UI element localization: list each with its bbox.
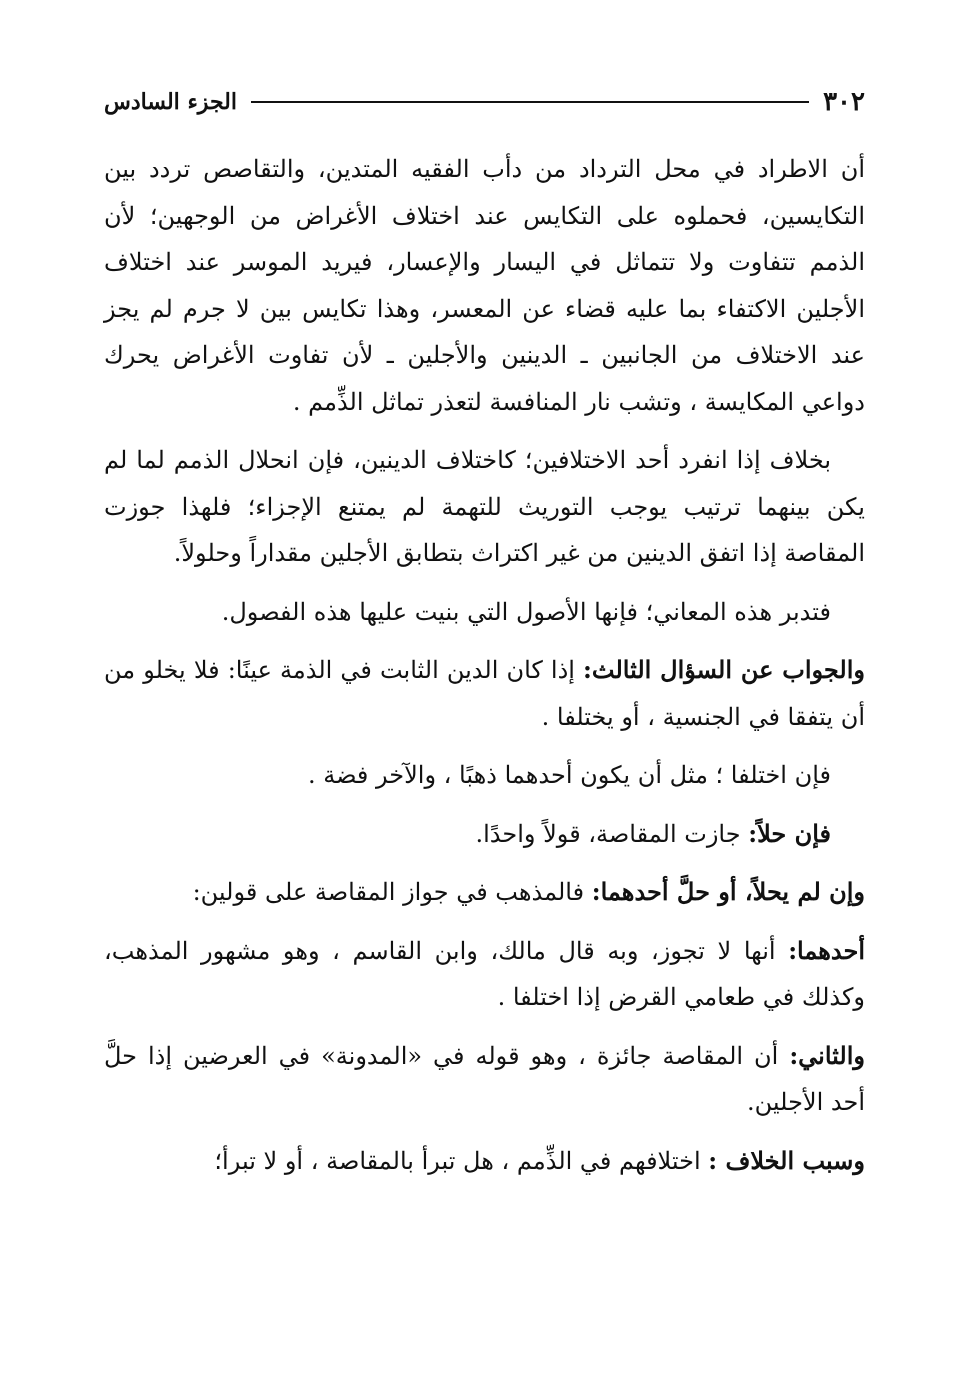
paragraph bbox=[104, 869, 865, 916]
paragraph-text: فتدبر هذه المعاني؛ فإنها الأصول التي بنيت عليها هذه الفصول. bbox=[221, 597, 831, 626]
paragraph bbox=[104, 146, 865, 425]
paragraph-text: فالمذهب في جواز المقاصة على قولين: bbox=[192, 878, 585, 906]
paragraph-label: وسبب الخلاف : bbox=[708, 1145, 865, 1175]
paragraph-label: وإن لم يحلاً، أو حلَّ أحدهما: bbox=[591, 877, 865, 906]
paragraph bbox=[104, 752, 865, 799]
paragraph-label: والثاني: bbox=[789, 1040, 865, 1070]
paragraph-text: أنها لا تجوز، وبه قال مالك، وابن القاسم ، وهو مشهور المذهب، وكذلك في طعامي القرض إذا اختلفا . bbox=[104, 936, 865, 1011]
paragraph bbox=[104, 647, 865, 740]
paragraph-text: فإن اختلفا ؛ مثل أن يكون أحدهما ذهبًا ، والآخر فضة . bbox=[307, 761, 831, 789]
paragraph-label: فإن حلاً: bbox=[748, 818, 831, 848]
paragraph bbox=[104, 928, 865, 1021]
page-number: ٣٠٢ bbox=[823, 87, 865, 117]
paragraph-label: أحدهما: bbox=[788, 935, 865, 965]
running-head: الجزء السادس bbox=[104, 89, 237, 115]
paragraph bbox=[104, 1138, 865, 1185]
header-rule bbox=[251, 101, 809, 103]
paragraph-text: اختلافهم في الذِّمم ، هل تبرأ بالمقاصة ، أو لا تبرأ؛ bbox=[214, 1146, 701, 1175]
paragraph bbox=[104, 437, 865, 577]
paragraph-text: أن المقاصة جائزة ، وهو قوله في «المدونة» في العرضين إذا حلَّ أحد الأجلين. bbox=[104, 1041, 865, 1116]
paragraph-text: جازت المقاصة، قولاً واحدًا. bbox=[475, 819, 741, 848]
paragraph-label: والجواب عن السؤال الثالث: bbox=[583, 655, 865, 684]
paragraph-text: إذا كان الدين الثابت في الذمة عينًا: فلا يخلو من أن يتفقا في الجنسية ، أو يختلفا . bbox=[104, 656, 865, 731]
paragraph bbox=[104, 589, 865, 636]
body-text bbox=[104, 146, 865, 1196]
paragraph bbox=[104, 1033, 865, 1126]
paragraph-text: بخلاف إذا انفرد أحد الاختلافين؛ كاختلاف الدينين، فإن انحلال الذمم لما لم يكن بينهما ترتيب يوجب التوريث للتهمة لم يمتنع الإجزاء؛ فلهذا جوزت المقاصة إذا اتفق الدينين من غير اكتراث بتطابق الأجلين مقداراً وحلولاً. bbox=[104, 446, 865, 567]
page-header bbox=[104, 82, 865, 122]
paragraph-text: أن الاطراد في محل الترداد من دأب الفقيه المتدين، والتقاصص تردد بين التكايسين، فحملوه على التكايس عند اختلاف الأغراض من الوجهين؛ لأن الذمم تتفاوت ولا تتماثل في اليسار والإعسار، فيريد الموسر عند اختلاف الأجلين الاكتفاء بما عليه قضاء عن المعسر، وهذا تكايس بين لا جرم لم يجز عند الاختلاف من الجانبين ـ الدينين والأجلين ـ لأن تفاوت الأغراض يحرك دواعي المكايسة ، وتشب نار المنافسة لتعذر تماثل الذِّمم . bbox=[104, 155, 865, 416]
paragraph bbox=[104, 811, 865, 858]
